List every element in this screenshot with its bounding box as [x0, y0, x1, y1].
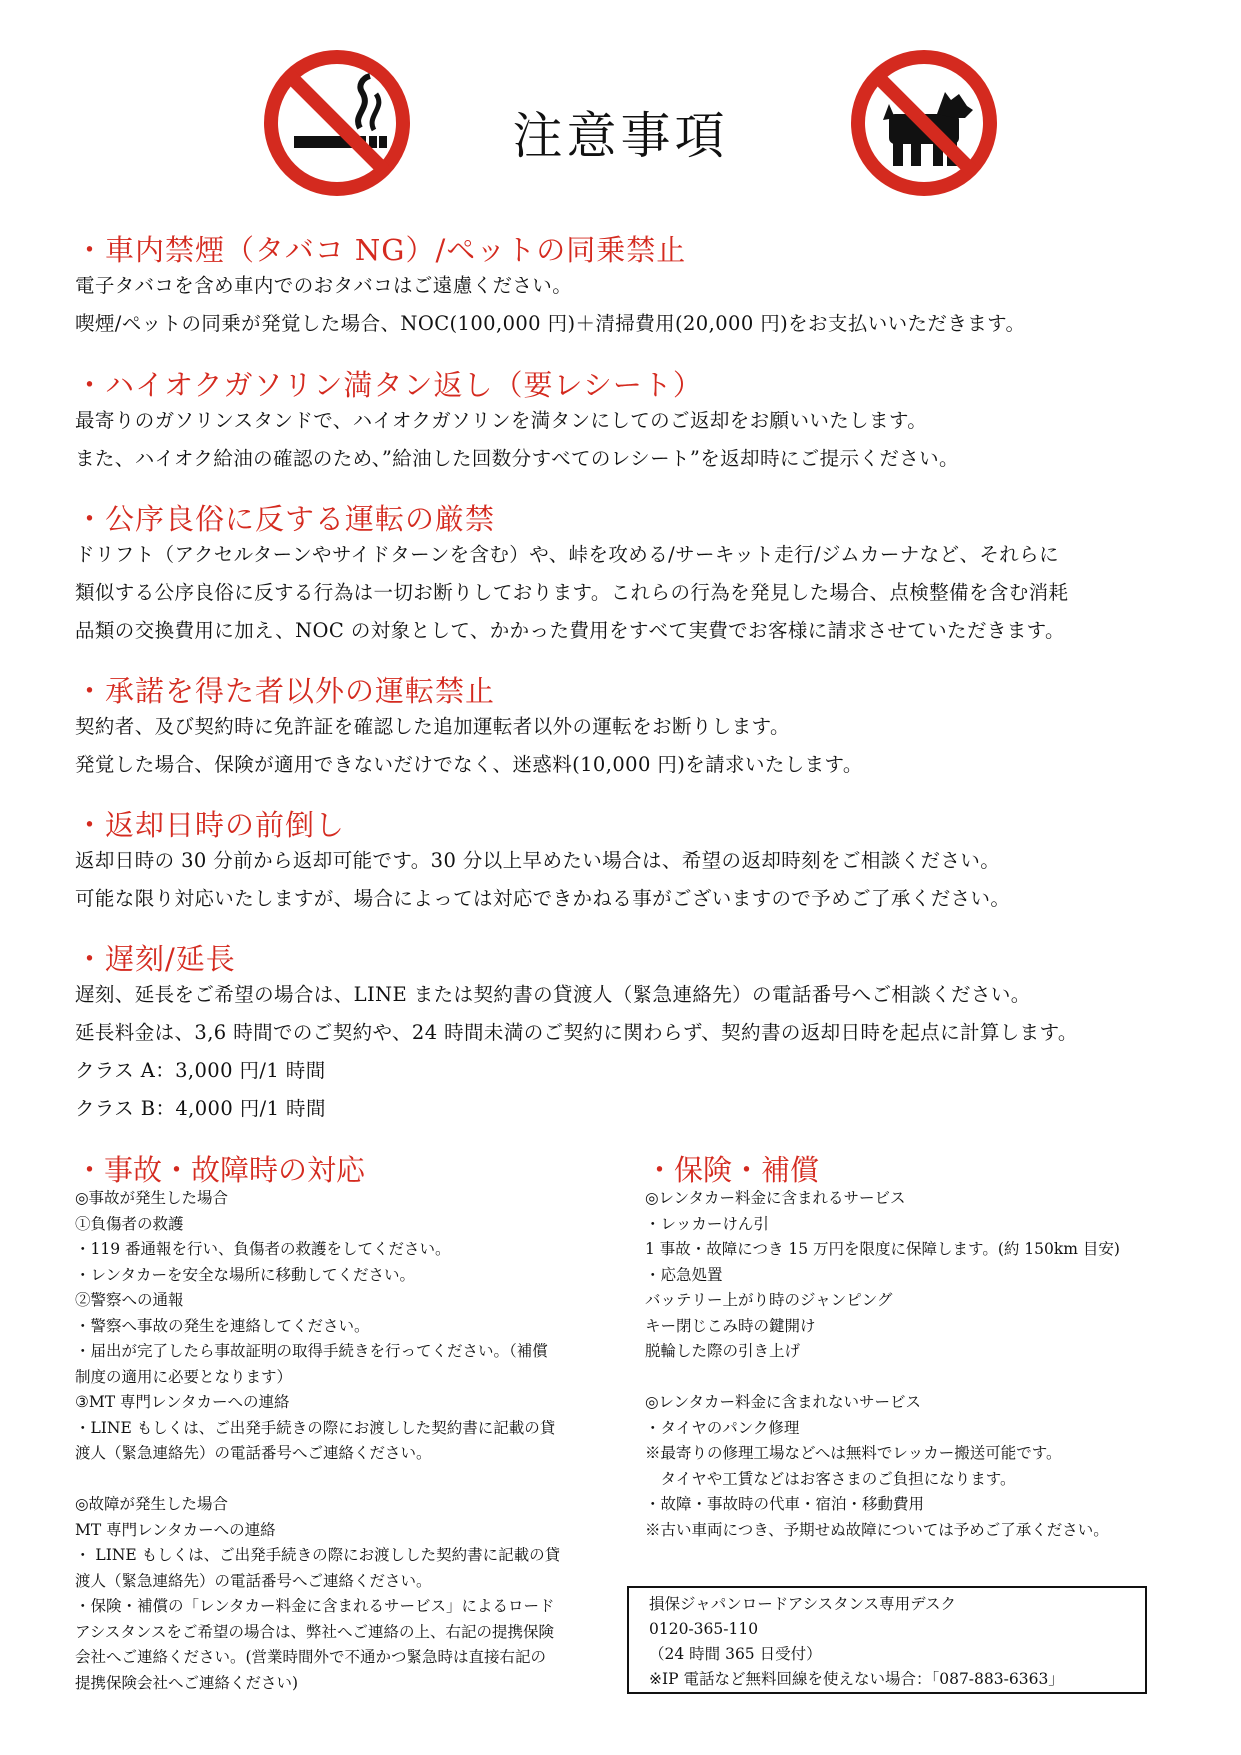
section-heading: ・返却日時の前倒し: [75, 808, 346, 842]
section-text: ドリフト（アクセルターンやサイドターンを含む）や、峠を攻める/サーキット走行/ジムカーナなど、それらに: [75, 543, 1059, 566]
page-title: 注意事項: [512, 107, 729, 165]
section-text: 契約者、及び契約時に免許証を確認した追加運転者以外の運転をお断りします。: [75, 715, 790, 738]
list-item: 提携保険会社へご連絡ください): [75, 1673, 299, 1692]
section-heading: ・公序良俗に反する運転の厳禁: [75, 502, 496, 536]
list-item: 脱輪した際の引き上げ: [645, 1342, 801, 1360]
list-item: ◎事故が発生した場合: [75, 1189, 229, 1207]
list-item: ①負傷者の救護: [75, 1214, 184, 1233]
list-item: ・応急処置: [645, 1265, 723, 1284]
section-text: 品類の交換費用に加え、NOC の対象として、かかった費用をすべて実費でお客様に請求させていただきます。: [75, 619, 1065, 642]
list-item: ③MT 専門レンタカーへの連絡: [75, 1393, 290, 1411]
section-text: 延長料金は、3,6 時間でのご契約や、24 時間未満のご契約に関わらず、契約書の返却日時を起点に計算します。: [75, 1021, 1078, 1044]
list-item: バッテリー上がり時のジャンピング: [645, 1291, 893, 1309]
list-item: ・レッカーけん引: [645, 1214, 769, 1233]
section-heading: ・車内禁煙（タバコ NG）/ペットの同乗禁止: [75, 233, 687, 267]
section-text: 可能な限り対応いたしますが、場合によっては対応できかねる事がございますので予めご了承ください。: [75, 887, 1011, 910]
list-item: ※古い車両につき、予期せぬ故障については予めご了承ください。: [645, 1520, 1109, 1539]
list-item: ・LINE もしくは、ご出発手続きの際にお渡しした契約書に記載の貸: [75, 1418, 556, 1437]
list-item: 1 事故・故障につき 15 万円を限度に保障します。(約 150km 目安): [645, 1240, 1120, 1258]
section-text: 返却日時の 30 分前から返却可能です。30 分以上早めたい場合は、希望の返却時刻をご相談ください。: [75, 849, 1001, 872]
list-item: ※最寄りの修理工場などへは無料でレッカー搬送可能です。: [645, 1444, 1062, 1462]
section-text: 発覚した場合、保険が適用できないだけでなく、迷惑料(10,000 円)を請求いたします。: [75, 753, 863, 776]
list-item: ・保険・補償の「レンタカー料金に含まれるサービス」によるロード: [75, 1597, 555, 1615]
list-item: アシスタンスをご希望の場合は、弊社へご連絡の上、右記の提携保険: [75, 1622, 554, 1641]
list-item: ②警察への通報: [75, 1291, 184, 1309]
desk-hours: （24 時間 365 日受付）: [649, 1645, 822, 1663]
section-heading: ・遅刻/延長: [75, 942, 236, 976]
section-text: また、ハイオク給油の確認のため、”給油した回数分すべてのレシート”を返却時にご提示ください。: [75, 447, 959, 470]
list-item: ・119 番通報を行い、負傷者の救護をしてください。: [75, 1240, 451, 1258]
list-item: ・タイヤのパンク修理: [645, 1418, 800, 1437]
desk-name: 損保ジャパンロードアシスタンス専用デスク: [649, 1595, 957, 1613]
list-item: ◎レンタカー料金に含まれるサービス: [645, 1189, 906, 1207]
insurance-heading: ・保険・補償: [645, 1153, 820, 1187]
accident-heading: ・事故・故障時の対応: [75, 1153, 366, 1187]
insurance-list: [645, 1186, 1120, 1543]
section-text: 遅刻、延長をご希望の場合は、LINE または契約書の貸渡人（緊急連絡先）の電話番号へご相談ください。: [75, 983, 1031, 1006]
list-item: タイヤや工賃などはお客さまのご負担になります。: [645, 1469, 1016, 1488]
section-text: 喫煙/ペットの同乗が発覚した場合、NOC(100,000 円)＋清掃費用(20,000 円)をお支払いいただきます。: [75, 312, 1026, 335]
list-item: ◎故障が発生した場合: [75, 1495, 229, 1513]
list-item: 渡人（緊急連絡先）の電話番号へご連絡ください。: [75, 1444, 432, 1462]
list-item: 会社へご連絡ください。(営業時間外で不通かつ緊急時は直接右記の: [75, 1648, 547, 1666]
section-text: 類似する公序良俗に反する行為は一切お断りしております。これらの行為を発見した場合、点検整備を含む消耗: [75, 581, 1069, 604]
assistance-desk-box: [627, 1586, 1147, 1694]
desk-phone: 0120-365-110: [649, 1620, 759, 1638]
section-text: クラス B：4,000 円/1 時間: [75, 1097, 326, 1120]
section-heading: ・ハイオクガソリン満タン返し（要レシート）: [75, 368, 703, 402]
list-item: MT 専門レンタカーへの連絡: [75, 1520, 276, 1539]
list-item: ・警察へ事故の発生を連絡してください。: [75, 1316, 370, 1335]
list-item: 制度の適用に必要となります）: [75, 1367, 293, 1386]
list-item: 渡人（緊急連絡先）の電話番号へご連絡ください。: [75, 1571, 432, 1590]
spacer: [645, 1365, 1120, 1391]
list-item: ・故障・事故時の代車・宿泊・移動費用: [645, 1495, 925, 1513]
accident-list: [75, 1186, 560, 1696]
spacer: [75, 1467, 560, 1493]
section-text: 電子タバコを含め車内でのおタバコはご遠慮ください。: [75, 274, 573, 297]
list-item: ◎レンタカー料金に含まれないサービス: [645, 1393, 922, 1411]
section-heading: ・承諾を得た者以外の運転禁止: [75, 674, 496, 708]
list-item: キー閉じこみ時の鍵開け: [645, 1316, 816, 1335]
list-item: ・レンタカーを安全な場所に移動してください。: [75, 1265, 415, 1284]
list-item: ・ LINE もしくは、ご出発手続きの際にお渡しした契約書に記載の貸: [75, 1546, 561, 1564]
list-item: ・届出が完了したら事故証明の取得手続きを行ってください。（補償: [75, 1342, 548, 1360]
desk-note: ※IP 電話など無料回線を使えない場合：「087-883-6363」: [649, 1670, 1064, 1688]
section-text: クラス A：3,000 円/1 時間: [75, 1059, 326, 1082]
section-text: 最寄りのガソリンスタンドで、ハイオクガソリンを満タンにしてのご返却をお願いいたします。: [75, 409, 928, 432]
